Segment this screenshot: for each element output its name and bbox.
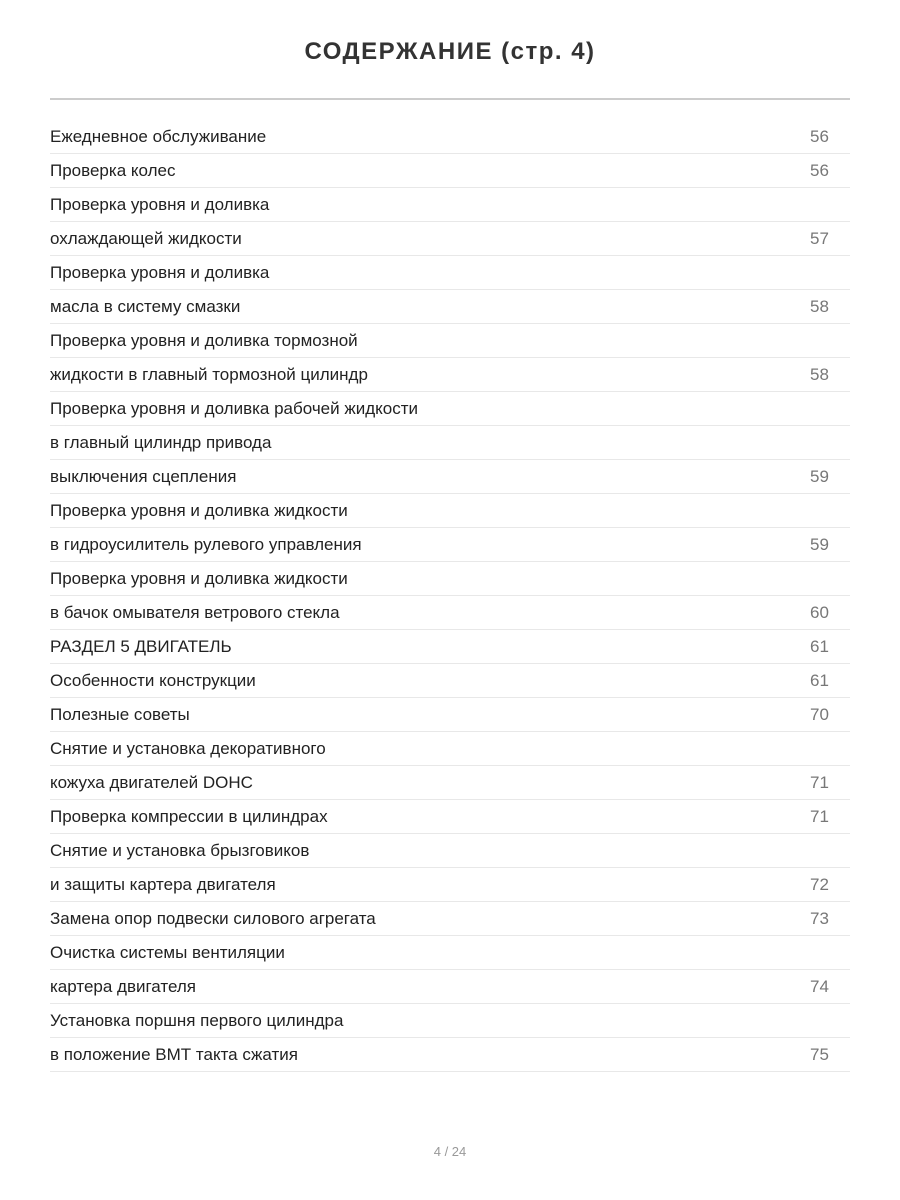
toc-entry-title: и защиты картера двигателя — [50, 874, 276, 894]
toc-entry-title: жидкости в главный тормозной цилиндр — [50, 364, 368, 384]
toc-entry-page: 74 — [810, 976, 829, 996]
toc-entry-title: РАЗДЕЛ 5 ДВИГАТЕЛЬ — [50, 636, 232, 656]
toc-entry-page: 61 — [810, 670, 829, 690]
toc-entry — [50, 936, 850, 970]
toc-entry — [50, 494, 850, 528]
toc-entry — [50, 392, 850, 426]
toc-entry — [50, 868, 850, 902]
toc-entry-title: выключения сцепления — [50, 466, 237, 486]
toc-entry-page: 70 — [810, 704, 829, 724]
toc-entry-title: в положение ВМТ такта сжатия — [50, 1044, 298, 1064]
toc-entry-page: 75 — [810, 1044, 829, 1064]
title-divider — [50, 98, 850, 100]
toc-entry-page: 71 — [810, 772, 829, 792]
toc-entry-title: Проверка уровня и доливка — [50, 262, 270, 282]
toc-entry-page: 73 — [810, 908, 829, 928]
table-of-contents — [50, 120, 850, 1072]
toc-entry — [50, 800, 850, 834]
toc-entry — [50, 902, 850, 936]
toc-entry — [50, 970, 850, 1004]
toc-entry — [50, 562, 850, 596]
toc-entry-title: кожуха двигателей DOHC — [50, 772, 253, 792]
toc-entry-title: Проверка компрессии в цилиндрах — [50, 806, 328, 826]
toc-entry-page: 61 — [810, 636, 829, 656]
toc-entry-title: Проверка уровня и доливка тормозной — [50, 330, 358, 350]
toc-entry-page: 71 — [810, 806, 829, 826]
toc-entry — [50, 256, 850, 290]
toc-entry-page: 58 — [810, 296, 829, 316]
toc-entry — [50, 834, 850, 868]
toc-entry-title: Снятие и установка брызговиков — [50, 840, 310, 860]
toc-entry-title: Особенности конструкции — [50, 670, 256, 690]
toc-entry — [50, 154, 850, 188]
page-number: 4 / 24 — [433, 1144, 467, 1159]
page-title: СОДЕРЖАНИЕ (стр. 4) — [304, 38, 596, 65]
toc-entry-page: 58 — [810, 364, 829, 384]
toc-entry-page: 59 — [810, 534, 829, 554]
toc-entry-title: Проверка уровня и доливка рабочей жидкости — [50, 398, 418, 418]
toc-entry-page: 56 — [810, 126, 829, 146]
toc-entry-title: Проверка колес — [50, 160, 176, 180]
toc-entry — [50, 1004, 850, 1038]
toc-entry-title: Замена опор подвески силового агрегата — [50, 908, 376, 928]
toc-entry — [50, 664, 850, 698]
toc-entry — [50, 222, 850, 256]
toc-entry-title: Полезные советы — [50, 704, 190, 724]
toc-entry — [50, 766, 850, 800]
toc-entry-title: в главный цилиндр привода — [50, 432, 272, 452]
toc-entry-title: Проверка уровня и доливка жидкости — [50, 568, 348, 588]
toc-entry-title: картера двигателя — [50, 976, 196, 996]
toc-entry — [50, 596, 850, 630]
toc-entry-title: охлаждающей жидкости — [50, 228, 242, 248]
toc-entry — [50, 188, 850, 222]
toc-entry — [50, 358, 850, 392]
toc-entry — [50, 1038, 850, 1072]
toc-entry-page: 72 — [810, 874, 829, 894]
toc-entry — [50, 324, 850, 358]
toc-entry-title: Ежедневное обслуживание — [50, 126, 267, 146]
toc-entry-title: в гидроусилитель рулевого управления — [50, 534, 362, 554]
toc-entry — [50, 732, 850, 766]
toc-entry-title: Снятие и установка декоративного — [50, 738, 326, 758]
toc-entry — [50, 460, 850, 494]
toc-entry — [50, 426, 850, 460]
toc-entry — [50, 698, 850, 732]
toc-entry — [50, 120, 850, 154]
toc-entry-title: в бачок омывателя ветрового стекла — [50, 602, 340, 622]
toc-entry-title: Очистка системы вентиляции — [50, 942, 285, 962]
toc-entry-page: 60 — [810, 602, 829, 622]
toc-entry — [50, 528, 850, 562]
toc-entry-title: Проверка уровня и доливка — [50, 194, 270, 214]
toc-entry-page: 56 — [810, 160, 829, 180]
toc-entry-title: Установка поршня первого цилиндра — [50, 1010, 344, 1030]
toc-entry — [50, 630, 850, 664]
toc-entry-title: масла в систему смазки — [50, 296, 241, 316]
toc-entry-page: 57 — [810, 228, 829, 248]
toc-entry-page: 59 — [810, 466, 829, 486]
toc-entry — [50, 290, 850, 324]
toc-entry-title: Проверка уровня и доливка жидкости — [50, 500, 348, 520]
